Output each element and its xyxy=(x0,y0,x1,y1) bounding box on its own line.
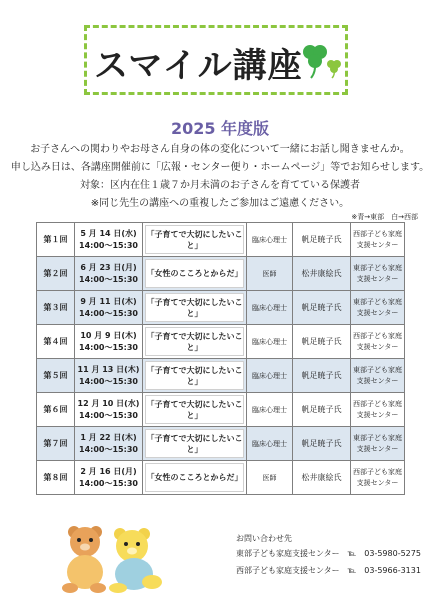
session-venue-cell xyxy=(351,427,405,461)
session-date: 11 月 13 日(木) xyxy=(77,364,140,374)
session-number: 第６回 xyxy=(43,405,68,414)
venue-line-1: 東部子ども家庭 xyxy=(353,297,402,306)
session-lecturer-cell xyxy=(293,291,351,325)
session-lecturer-cell xyxy=(293,325,351,359)
session-date: 9 月 11 日(木) xyxy=(80,296,137,306)
contact-east: 東部子ども家庭支援センター ℡ 03-5980-5275 xyxy=(236,549,421,558)
session-role-cell xyxy=(247,393,293,427)
session-number-cell xyxy=(37,393,75,427)
venue-line-2: 支援センター xyxy=(356,308,399,317)
lecturer-role: 臨床心理士 xyxy=(252,405,287,414)
session-date-cell xyxy=(75,223,143,257)
session-number-cell xyxy=(37,257,75,291)
session-role-cell xyxy=(247,291,293,325)
lecturer-name: 帆足暁子氏 xyxy=(301,337,342,346)
session-venue-cell xyxy=(351,461,405,495)
session-topic-cell xyxy=(143,223,247,257)
session-row xyxy=(37,291,405,325)
session-time: 14:00～15:30 xyxy=(79,410,138,420)
session-role-cell xyxy=(247,359,293,393)
session-row xyxy=(37,257,405,291)
session-number-cell xyxy=(37,223,75,257)
session-row xyxy=(37,393,405,427)
lecturer-role: 医師 xyxy=(262,269,277,278)
venue-line-2: 支援センター xyxy=(356,410,399,419)
session-topic: 「子育てで大切にしたいこと」 xyxy=(146,399,243,420)
session-number: 第３回 xyxy=(43,303,68,312)
session-date: 1 月 22 日(木) xyxy=(80,432,137,442)
lecturer-role: 臨床心理士 xyxy=(252,439,287,448)
session-number-cell xyxy=(37,325,75,359)
session-row xyxy=(37,427,405,461)
session-lecturer-cell xyxy=(293,393,351,427)
lecturer-name: 松井康絵氏 xyxy=(301,269,342,278)
venue-line-1: 西部子ども家庭 xyxy=(353,467,402,476)
session-topic-cell xyxy=(143,257,247,291)
session-date: 6 月 23 日(月) xyxy=(80,262,137,272)
session-time: 14:00～15:30 xyxy=(79,444,138,454)
intro-line-1: お子さんへの関わりやお母さん自身の体の変化について一緒にお話し聞きませんか。 xyxy=(30,144,410,155)
session-number: 第１回 xyxy=(43,235,68,244)
session-date: 2 月 16 日(月) xyxy=(80,466,137,476)
venue-line-1: 西部子ども家庭 xyxy=(353,331,402,340)
session-number-cell xyxy=(37,461,75,495)
session-time: 14:00～15:30 xyxy=(79,240,138,250)
session-topic-cell xyxy=(143,291,247,325)
lecturer-role: 臨床心理士 xyxy=(252,371,287,380)
color-legend: ※青→東部 白→西部 xyxy=(351,213,418,221)
session-topic-cell xyxy=(143,393,247,427)
session-venue-cell xyxy=(351,291,405,325)
lecturer-role: 臨床心理士 xyxy=(252,235,287,244)
session-date-cell xyxy=(75,461,143,495)
venue-line-1: 西部子ども家庭 xyxy=(353,229,402,238)
venue-line-2: 支援センター xyxy=(356,240,399,249)
lecturer-role: 医師 xyxy=(262,473,277,482)
venue-line-1: 東部子ども家庭 xyxy=(353,365,402,374)
session-topic-cell xyxy=(143,359,247,393)
session-time: 14:00～15:30 xyxy=(79,342,138,352)
lecturer-name: 帆足暁子氏 xyxy=(301,235,342,244)
session-number: 第２回 xyxy=(43,269,68,278)
contact-west: 西部子ども家庭支援センター ℡ 03-5966-3131 xyxy=(236,566,421,575)
venue-line-1: 西部子ども家庭 xyxy=(353,399,402,408)
session-lecturer-cell xyxy=(293,427,351,461)
session-role-cell xyxy=(247,427,293,461)
session-lecturer-cell xyxy=(293,461,351,495)
session-row xyxy=(37,461,405,495)
schedule-table xyxy=(36,222,405,495)
intro-line-2: 申し込み日は、各講座開催前に「広報・センター便り・ホームページ」等でお知らせします。 xyxy=(10,162,430,173)
session-lecturer-cell xyxy=(293,223,351,257)
session-date-cell xyxy=(75,427,143,461)
session-lecturer-cell xyxy=(293,359,351,393)
session-topic: 「子育てで大切にしたいこと」 xyxy=(146,331,243,352)
lecturer-name: 帆足暁子氏 xyxy=(301,371,342,380)
clover-icon xyxy=(296,40,344,80)
session-row xyxy=(37,325,405,359)
session-number: 第７回 xyxy=(43,439,68,448)
session-number: 第４回 xyxy=(43,337,68,346)
bears-illustration xyxy=(58,516,168,594)
session-venue-cell xyxy=(351,359,405,393)
contact-heading: お問い合わせ先 xyxy=(236,534,292,543)
venue-line-2: 支援センター xyxy=(356,478,399,487)
session-role-cell xyxy=(247,325,293,359)
lecturer-name: 帆足暁子氏 xyxy=(301,439,342,448)
session-date-cell xyxy=(75,257,143,291)
session-topic-cell xyxy=(143,461,247,495)
session-topic: 「女性のこころとからだ」 xyxy=(146,473,243,482)
lecturer-role: 臨床心理士 xyxy=(252,303,287,312)
venue-line-2: 支援センター xyxy=(356,342,399,351)
session-time: 14:00～15:30 xyxy=(79,308,138,318)
venue-line-1: 東部子ども家庭 xyxy=(353,433,402,442)
session-row xyxy=(37,359,405,393)
session-date-cell xyxy=(75,393,143,427)
session-date-cell xyxy=(75,291,143,325)
session-topic: 「子育てで大切にしたいこと」 xyxy=(146,365,243,386)
session-time: 14:00～15:30 xyxy=(79,274,138,284)
session-venue-cell xyxy=(351,325,405,359)
session-number: 第５回 xyxy=(43,371,68,380)
session-number: 第８回 xyxy=(43,473,68,482)
session-date: 5 月 14 日(水) xyxy=(80,228,137,238)
session-number-cell xyxy=(37,359,75,393)
intro-line-4: ※同じ先生の講座への重複したご参加はご遠慮ください。 xyxy=(90,198,350,209)
session-role-cell xyxy=(247,257,293,291)
year-label: 2025 年度版 xyxy=(170,119,270,138)
session-venue-cell xyxy=(351,257,405,291)
lecturer-name: 帆足暁子氏 xyxy=(301,405,342,414)
session-date: 10 月 9 日(木) xyxy=(80,330,137,340)
lecturer-name: 松井康絵氏 xyxy=(301,473,342,482)
venue-line-2: 支援センター xyxy=(356,376,399,385)
session-topic: 「子育てで大切にしたいこと」 xyxy=(146,229,243,250)
session-date-cell xyxy=(75,325,143,359)
venue-line-2: 支援センター xyxy=(356,444,399,453)
session-time: 14:00～15:30 xyxy=(79,478,138,488)
venue-line-2: 支援センター xyxy=(356,274,399,283)
session-topic-cell xyxy=(143,427,247,461)
session-topic: 「子育てで大切にしたいこと」 xyxy=(146,433,243,454)
lecturer-role: 臨床心理士 xyxy=(252,337,287,346)
session-topic-cell xyxy=(143,325,247,359)
session-row xyxy=(37,223,405,257)
intro-line-3: 対象：区内在住１歳７か月未満のお子さんを育てている保護者 xyxy=(80,180,360,191)
session-role-cell xyxy=(247,223,293,257)
session-date-cell xyxy=(75,359,143,393)
venue-line-1: 東部子ども家庭 xyxy=(353,263,402,272)
session-time: 14:00～15:30 xyxy=(79,376,138,386)
session-date: 12 月 10 日(水) xyxy=(77,398,140,408)
lecturer-name: 帆足暁子氏 xyxy=(301,303,342,312)
session-lecturer-cell xyxy=(293,257,351,291)
session-topic: 「子育てで大切にしたいこと」 xyxy=(146,297,243,318)
session-topic: 「女性のこころとからだ」 xyxy=(146,269,243,278)
session-number-cell xyxy=(37,291,75,325)
session-venue-cell xyxy=(351,223,405,257)
session-number-cell xyxy=(37,427,75,461)
session-role-cell xyxy=(247,461,293,495)
session-venue-cell xyxy=(351,393,405,427)
page-title: スマイル講座 xyxy=(94,46,303,86)
